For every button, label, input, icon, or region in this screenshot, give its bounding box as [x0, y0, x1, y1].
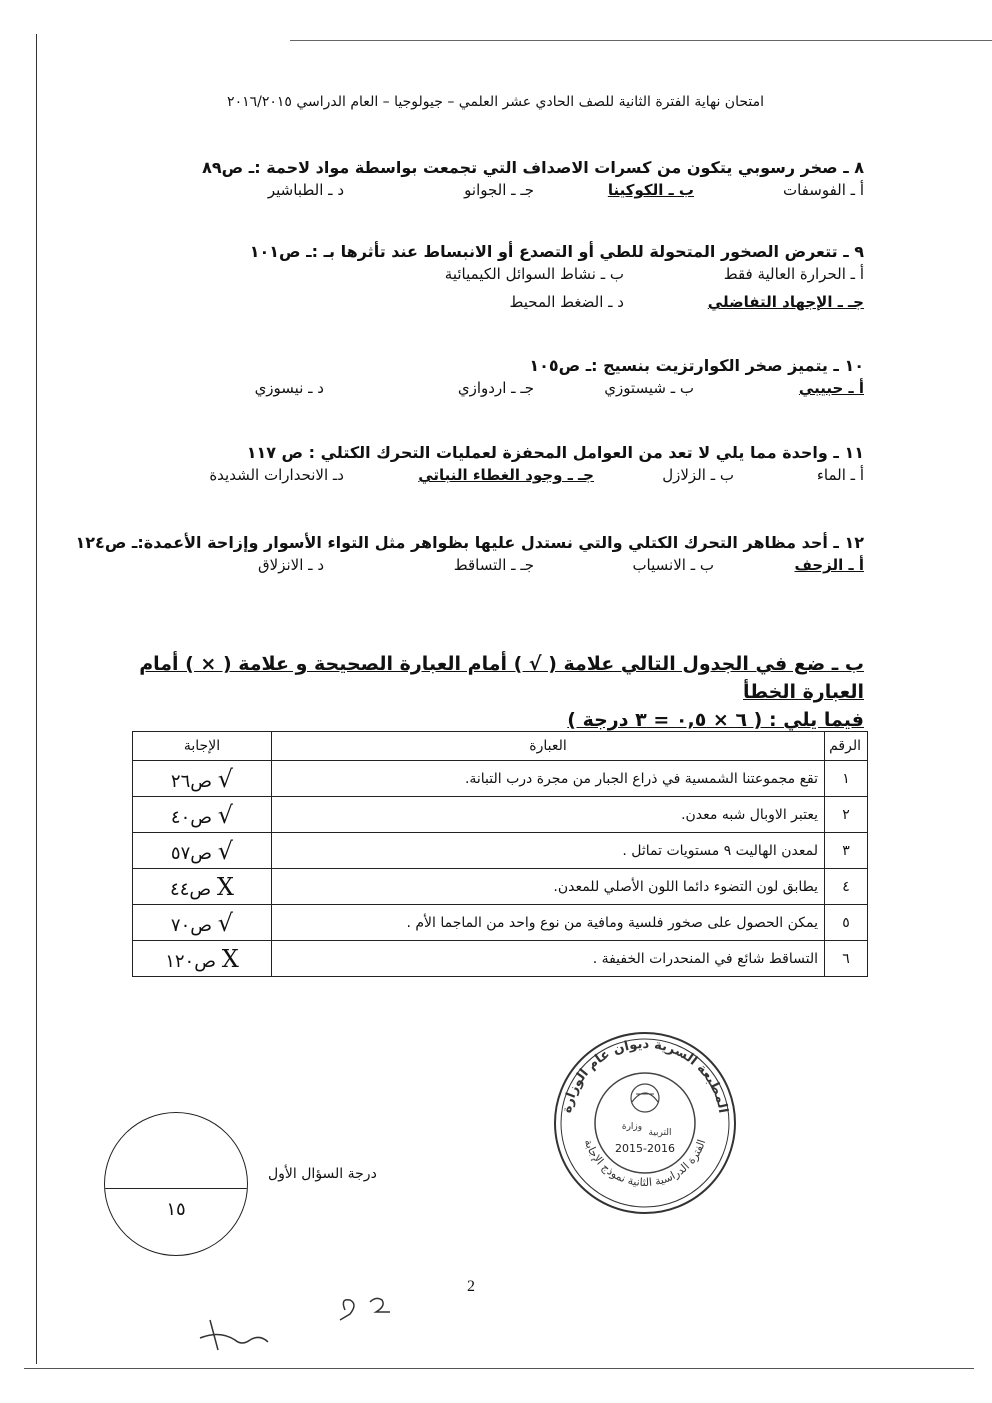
- answer-page-ref: ص٥٧: [170, 842, 213, 864]
- true-false-table: [132, 731, 868, 977]
- options-row: [104, 265, 864, 289]
- section-b-line1: ب ـ ضع في الجدول التالي علامة ( √ ) أمام العبارة الصحيحة و علامة ( × ) أمام العبارة الخطأ: [139, 653, 864, 703]
- page-border: [24, 1368, 974, 1369]
- row-num: ٣: [825, 833, 868, 869]
- row-answer: [133, 869, 272, 905]
- options-row: [104, 466, 864, 490]
- row-statement: يعتبر الاوبال شبه معدن.: [272, 797, 825, 833]
- option-b: ب ـ الزلازل: [662, 466, 734, 484]
- option-d: دـ الانحدارات الشديدة: [209, 466, 344, 484]
- row-statement: يطابق لون التضوء دائما اللون الأصلي للمعدن.: [272, 869, 825, 905]
- option-d: د ـ نيسوزي: [254, 379, 324, 397]
- emblem-icon: [631, 1084, 659, 1112]
- stamp-year: 2015-2016: [615, 1142, 675, 1155]
- row-num: ١: [825, 761, 868, 797]
- answer-page-ref: ص٤٠: [170, 806, 213, 828]
- row-num: ٦: [825, 941, 868, 977]
- question-12: [75, 533, 864, 580]
- stamp-outer-text: المطبعة السرية ديوان عام الوزارة: [559, 1036, 731, 1115]
- option-b-correct: ب ـ الكوكينا: [607, 181, 694, 199]
- score-divider: [105, 1188, 247, 1189]
- table-row: [133, 941, 868, 977]
- cross-mark-icon: X: [221, 944, 239, 973]
- header-answer: الإجابة: [133, 732, 272, 761]
- option-a-correct: أ ـ حبيبي: [798, 379, 864, 397]
- table-row: [133, 761, 868, 797]
- check-mark-icon: √: [217, 836, 234, 865]
- option-a: أ ـ الحرارة العالية فقط: [723, 265, 864, 283]
- table-row: [133, 833, 868, 869]
- table-header-row: [133, 732, 868, 761]
- row-num: ٥: [825, 905, 868, 941]
- option-c: جـ ـ التساقط: [453, 556, 534, 574]
- row-statement: لمعدن الهاليت ٩ مستويات تماثل .: [272, 833, 825, 869]
- check-mark-icon: √: [217, 800, 234, 829]
- table-row: [133, 797, 868, 833]
- option-c-correct: جـ ـ الإجهاد التفاضلي: [707, 293, 864, 311]
- answer-page-ref: ص٤٤: [170, 878, 212, 900]
- option-c: جـ ـ الجوانو: [464, 181, 534, 199]
- stamp-center-top: وزارة: [621, 1122, 643, 1132]
- exam-header: امتحان نهاية الفترة الثانية للصف الحادي عشر العلمي – جيولوجيا – العام الدراسي ٢٠١٦/٢٠١٥: [227, 94, 764, 110]
- answer-page-ref: ص٧٠: [170, 914, 213, 936]
- svg-text:المطبعة السرية ديوان عام الوزا: [560, 1037, 731, 1114]
- question-stem: ٩ ـ تتعرض الصخور المتحولة للطي أو التصدع أو الانبساط عند تأثرها بـ :ـ ص١٠١: [249, 242, 864, 261]
- option-a: أ ـ الماء: [816, 466, 864, 484]
- option-b: ب ـ الانسياب: [632, 556, 714, 574]
- question-stem: ١١ ـ واحدة مما يلي لا تعد من العوامل المحفزة لعمليات التحرك الكتلي : ص ١١٧: [246, 443, 864, 462]
- row-answer: [133, 797, 272, 833]
- score-value: ١٥: [166, 1199, 186, 1220]
- answer-page-ref: ص١٢٠: [165, 950, 216, 972]
- page-border: [290, 40, 992, 41]
- handwritten-signature: [190, 1290, 450, 1360]
- question-10: [104, 356, 864, 403]
- row-answer: [133, 761, 272, 797]
- cross-mark-icon: X: [216, 872, 234, 901]
- row-num: ٤: [825, 869, 868, 905]
- options-row: [104, 379, 864, 403]
- question-stem: ١٠ ـ يتميز صخر الكوارتزيت بنسيج :ـ ص١٠٥: [529, 356, 864, 375]
- option-d: د ـ الطباشير: [267, 181, 344, 199]
- section-b-instructions: [124, 650, 864, 734]
- section-b-line2: فيما يلي : ( ٦ × ٠,٥ = ٣ درجة ): [567, 709, 864, 731]
- option-b: ب ـ شيستوزي: [604, 379, 694, 397]
- question-9: [104, 242, 864, 317]
- row-statement: التساقط شائع في المنحدرات الخفيفة .: [272, 941, 825, 977]
- stamp-center-bottom: التربية: [648, 1128, 672, 1138]
- options-row: [104, 181, 864, 205]
- score-circle: [104, 1112, 248, 1256]
- option-b: ب ـ نشاط السوائل الكيميائية: [444, 265, 624, 283]
- table-row: [133, 905, 868, 941]
- options-row: [104, 293, 864, 317]
- row-statement: يمكن الحصول على صخور فلسية ومافية من نوع واحد من الماجما الأم .: [272, 905, 825, 941]
- option-a-correct: أ ـ الزحف: [794, 556, 864, 574]
- page-number: 2: [467, 1278, 475, 1295]
- page-border: [36, 34, 37, 1364]
- header-statement: العبارة: [272, 732, 825, 761]
- header-num: الرقم: [825, 732, 868, 761]
- option-c: جـ ـ اردوازي: [457, 379, 534, 397]
- row-answer: [133, 941, 272, 977]
- option-d: د ـ الضغط المحيط: [509, 293, 624, 311]
- question-stem: ١٢ ـ أحد مظاهر التحرك الكتلي والتي نستدل عليها بظواهر مثل التواء الأسوار وإزاحة الأعمدة:ـ ص١٢٤: [75, 533, 864, 552]
- check-mark-icon: √: [217, 908, 234, 937]
- check-mark-icon: √: [217, 764, 234, 793]
- row-answer: [133, 905, 272, 941]
- options-row: [104, 556, 864, 580]
- option-a: أ ـ الفوسفات: [782, 181, 864, 199]
- question-11: [104, 443, 864, 490]
- answer-page-ref: ص٢٦: [170, 770, 213, 792]
- row-answer: [133, 833, 272, 869]
- ministry-stamp: [550, 1028, 740, 1218]
- question-8: [104, 158, 864, 205]
- option-c-correct: جـ ـ وجود الغطاء النباتي: [418, 466, 594, 484]
- stamp-inner-text: الفترة الدراسية الثانية نموذج الإجابة: [581, 1137, 709, 1190]
- table-row: [133, 869, 868, 905]
- row-statement: تقع مجموعتنا الشمسية في ذراع الجبار من مجرة درب التبانة.: [272, 761, 825, 797]
- row-num: ٢: [825, 797, 868, 833]
- option-d: د ـ الانزلاق: [258, 556, 324, 574]
- question-stem: ٨ ـ صخر رسوبي يتكون من كسرات الاصداف التي تجمعت بواسطة مواد لاحمة :ـ ص٨٩: [202, 158, 864, 177]
- score-label: درجة السؤال الأول: [268, 1166, 377, 1182]
